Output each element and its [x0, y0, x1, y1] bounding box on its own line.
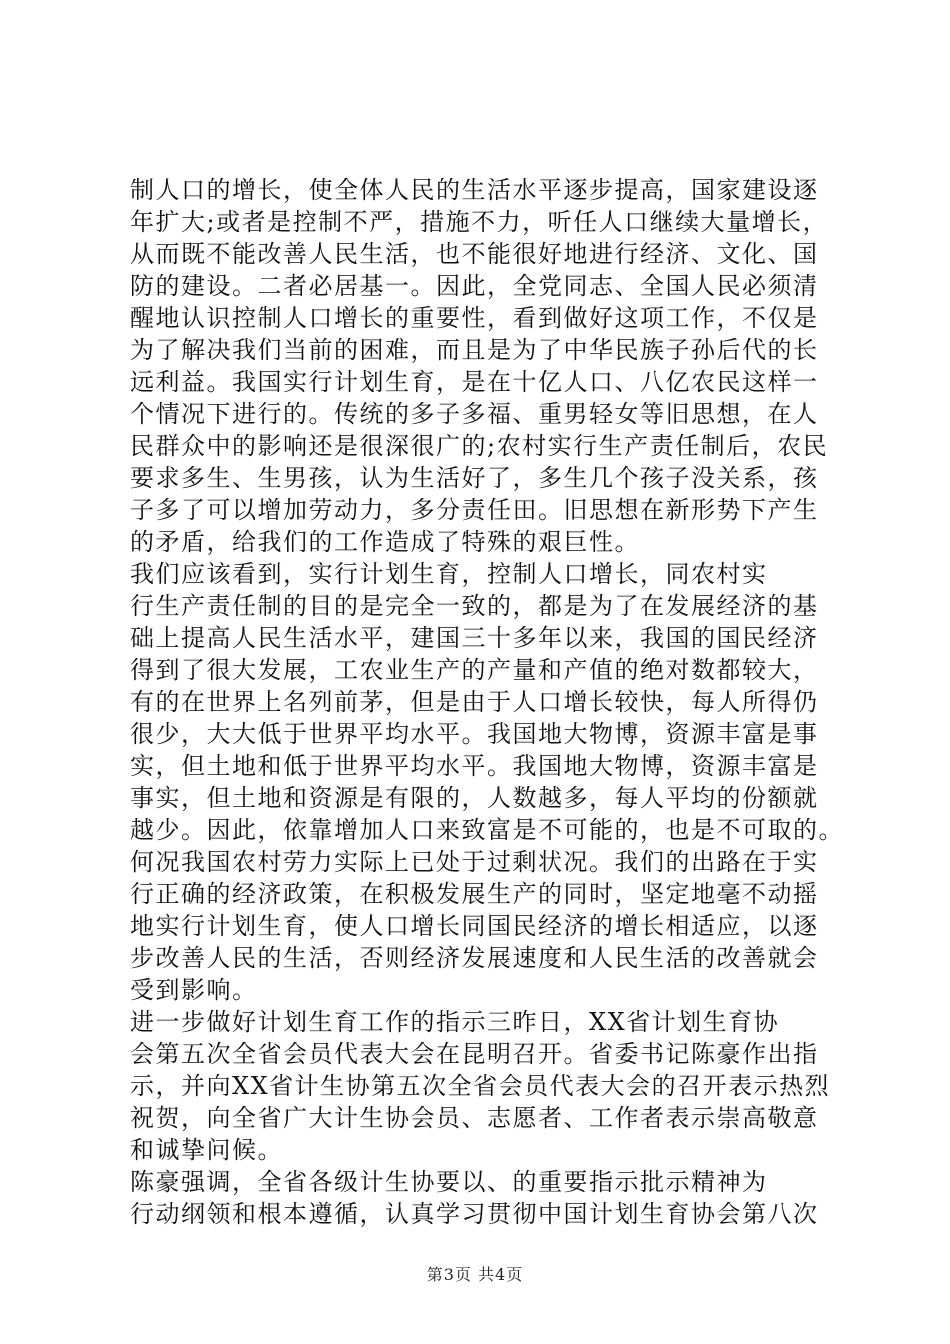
text-line: 得到了很大发展，工农业生产的产量和产值的绝对数都较大，: [130, 656, 819, 684]
text-line: 受到影响。: [130, 976, 258, 1004]
text-line: 行动纲领和根本遵循，认真学习贯彻中国计划生育协会第八次: [130, 1200, 819, 1228]
text-line: 事实，但土地和资源是有限的，人数越多，每人平均的份额就: [130, 784, 819, 812]
text-line: 防的建设。二者必居基一。因此，全党同志、全国人民必须清: [130, 272, 819, 300]
text-line: 地实行计划生育，使人口增长同国民经济的增长相适应，以逐: [130, 912, 819, 940]
text-line: 步改善人民的生活，否则经济发展速度和人民生活的改善就会: [130, 944, 819, 972]
text-line: 行生产责任制的目的是完全一致的，都是为了在发展经济的基: [130, 592, 819, 620]
text-line: 制人口的增长，使全体人民的生活水平逐步提高，国家建设逐: [130, 176, 819, 204]
text-line: 实，但土地和低于世界平均水平。我国地大物博，资源丰富是: [130, 752, 819, 780]
page-number-label: 第3页 共4页: [426, 1265, 524, 1284]
text-line: 的矛盾，给我们的工作造成了特殊的艰巨性。: [130, 528, 640, 556]
text-line: 础上提高人民生活水平，建国三十多年以来，我国的国民经济: [130, 624, 819, 652]
text-line: 我们应该看到，实行计划生育，控制人口增长，同农村实: [130, 560, 768, 588]
text-line: 子多了可以增加劳动力，多分责任田。旧思想在新形势下产生: [130, 496, 819, 524]
text-line: 民群众中的影响还是很深很广的;农村实行生产责任制后，农民: [130, 432, 829, 460]
text-line: 陈豪强调，全省各级计生协要以、的重要指示批示精神为: [130, 1168, 768, 1196]
text-line: 有的在世界上名列前茅，但是由于人口增长较快，每人所得仍: [130, 688, 819, 716]
text-line: 很少，大大低于世界平均水平。我国地大物博，资源丰富是事: [130, 720, 819, 748]
text-line: 远利益。我国实行计划生育，是在十亿人口、八亿农民这样一: [130, 368, 819, 396]
text-line: 醒地认识控制人口增长的重要性，看到做好这项工作，不仅是: [130, 304, 819, 332]
text-line: 和诚挚问候。: [130, 1136, 283, 1164]
text-line: 示，并向XX省计生协第五次全省会员代表大会的召开表示热烈: [130, 1072, 831, 1100]
text-line: 会第五次全省会员代表大会在昆明召开。省委书记陈豪作出指: [130, 1040, 819, 1068]
body-text: [130, 174, 842, 1230]
text-line: 何况我国农村劳力实际上已处于过剩状况。我们的出路在于实: [130, 848, 819, 876]
text-line: 祝贺，向全省广大计生协会员、志愿者、工作者表示崇高敬意: [130, 1104, 819, 1132]
page-footer: [0, 1262, 950, 1285]
text-line: 要求多生、生男孩，认为生活好了，多生几个孩子没关系，孩: [130, 464, 819, 492]
text-line: 越少。因此，依靠增加人口来致富是不可能的，也是不可取的。: [130, 816, 844, 844]
text-line: 个情况下进行的。传统的多子多福、重男轻女等旧思想，在人: [130, 400, 819, 428]
text-line: 行正确的经济政策，在积极发展生产的同时，坚定地毫不动摇: [130, 880, 819, 908]
text-line: 为了解决我们当前的困难，而且是为了中华民族子孙后代的长: [130, 336, 819, 364]
text-line: 从而既不能改善人民生活，也不能很好地进行经济、文化、国: [130, 240, 819, 268]
text-line: 进一步做好计划生育工作的指示三昨日，XX省计划生育协: [130, 1008, 780, 1036]
text-line: 年扩大;或者是控制不严，措施不力，听任人口继续大量增长，: [130, 208, 829, 236]
